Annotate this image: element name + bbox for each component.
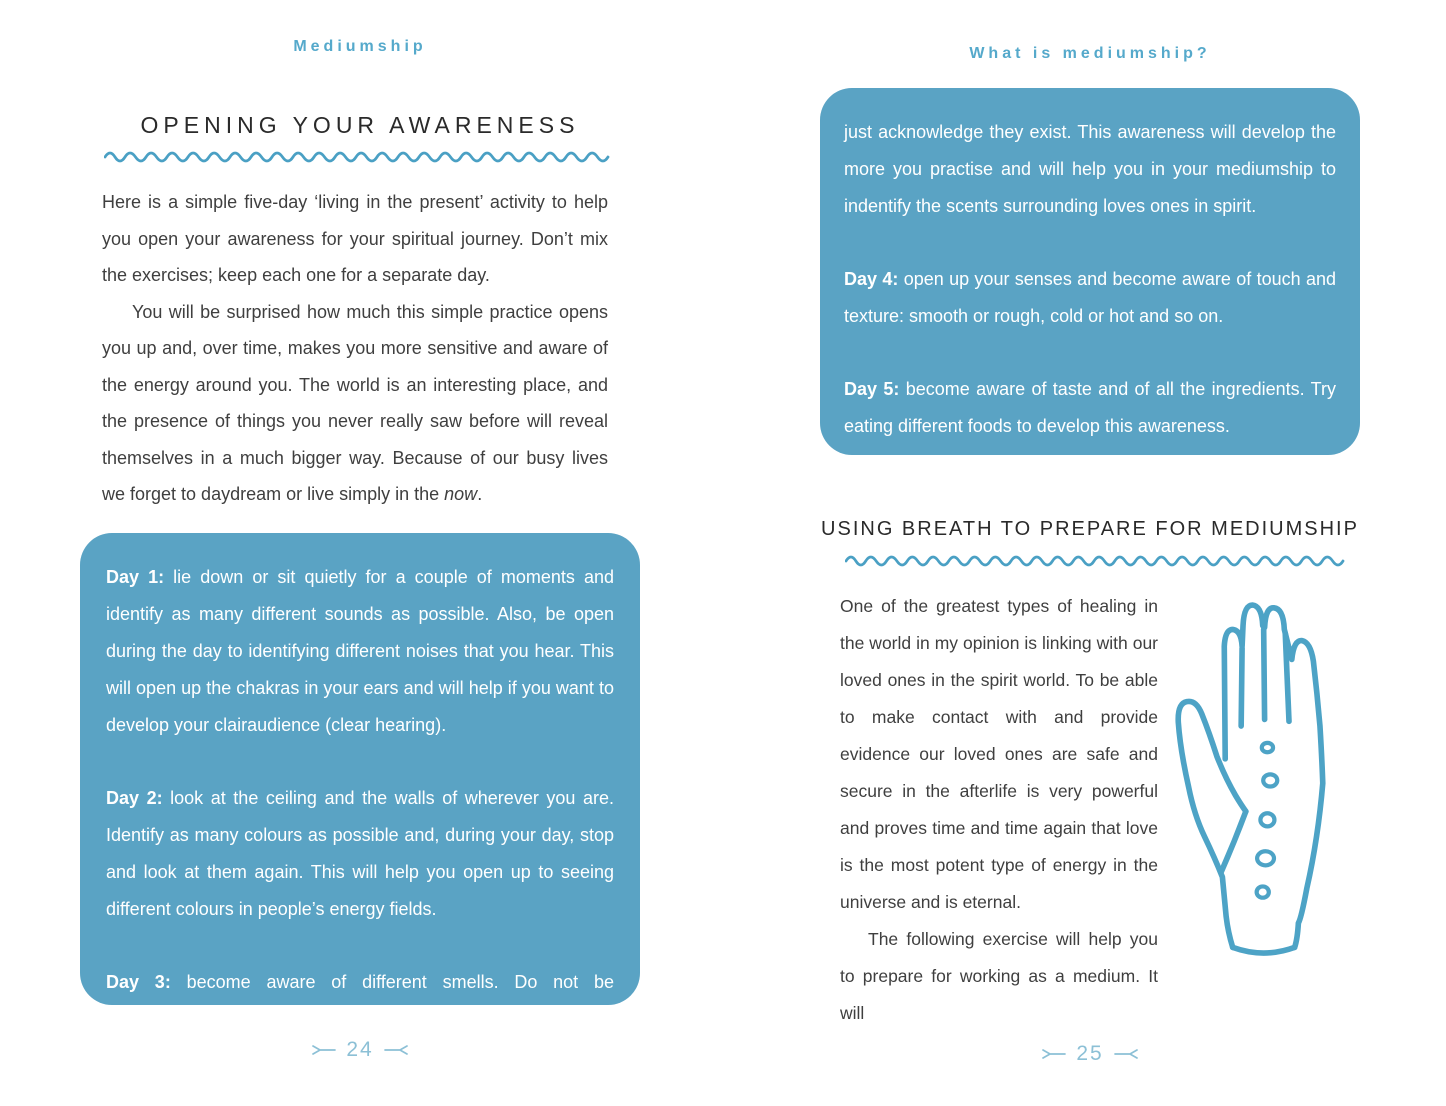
exercise-box-right <box>820 88 1360 455</box>
left-page <box>80 0 640 1106</box>
wavy-divider-icon <box>104 148 610 164</box>
right-page <box>820 0 1420 1106</box>
paragraph: You will be surprised how much this simple practice opens you up and, over time, makes you more sensitive and aware of the energy around you. The world is an interesting place, and the presence of things you never really saw before will reveal themselves in a much bigger way. Because of our busy lives we forget to daydream or live simply in the now. <box>102 301 608 504</box>
intro-text <box>102 184 608 513</box>
day-text: look at the ceiling and the walls of wherever you are. Identify as many colours as possible and, during your day, stop and look at them again. This will help you open up to seeing different colours in people’s energy fields. <box>106 788 614 919</box>
day-item <box>106 780 614 928</box>
day-text: lie down or sit quietly for a couple of moments and identify as many different sounds as possible. Also, be open during the day to identifying different noises that you hear. This will open up the chakras in your ears and will help if you want to develop your clairaudience (clear hearing). <box>106 567 614 735</box>
breath-section-text <box>840 588 1158 1032</box>
day-label: Day 4: <box>844 269 899 289</box>
twig-arrow-right-icon <box>384 1044 408 1056</box>
paragraph: Here is a simple five-day ‘living in the present’ activity to help you open your awareness for your spiritual journey. Don’t mix the exercises; keep each one for a separate day. <box>102 192 608 285</box>
running-head-left: Mediumship <box>293 38 427 55</box>
section-heading-left: OPENING YOUR AWARENESS <box>140 112 580 138</box>
page-footer-right <box>820 1042 1360 1066</box>
day-label: Day 1: <box>106 567 165 587</box>
paragraph: One of the greatest types of healing in the world in my opinion is linking with our loved ones in the spirit world. To be able to make contact with and provide evidence our loved ones are safe and secure in the afterlife is very powerful and proves time and time again that love is the most potent type of energy in the universe and is eternal. <box>840 596 1158 912</box>
day-item <box>106 559 614 744</box>
hand-illustration-icon <box>1167 590 1411 984</box>
section-heading-right: USING BREATH TO PREPARE FOR MEDIUMSHIP <box>821 518 1359 540</box>
emphasized-word: now <box>444 484 478 504</box>
day-item <box>844 371 1336 445</box>
day-label: Day 2: <box>106 788 163 808</box>
paragraph: The following exercise will help you to prepare for working as a medium. It will <box>840 929 1158 1023</box>
day-label: Day 3: <box>106 972 171 992</box>
twig-arrow-left-icon <box>312 1044 336 1056</box>
box-continuation-text: just acknowledge they exist. This awareness will develop the more you practise and will help you in your mediumship to indentify the scents surrounding loves ones in spirit. <box>844 122 1336 216</box>
day-label: Day 5: <box>844 379 900 399</box>
day-text: become aware of different smells. Do not be judgemental; <box>106 972 614 1029</box>
running-head-right: What is mediumship? <box>969 45 1211 62</box>
twig-arrow-right-icon <box>1114 1048 1138 1060</box>
day-item <box>844 261 1336 335</box>
exercise-box-left <box>80 533 640 1029</box>
wavy-divider-icon <box>845 552 1345 568</box>
twig-arrow-left-icon <box>1042 1048 1066 1060</box>
page-number: 25 <box>1076 1042 1104 1065</box>
day-text: open up your senses and become aware of touch and texture: smooth or rough, cold or hot and so on. <box>844 269 1336 326</box>
day-item <box>106 964 614 1038</box>
page-footer-left <box>80 1038 640 1062</box>
day-text: become aware of taste and of all the ingredients. Try eating different foods to develop this awareness. <box>844 379 1336 436</box>
page-number: 24 <box>346 1038 374 1061</box>
